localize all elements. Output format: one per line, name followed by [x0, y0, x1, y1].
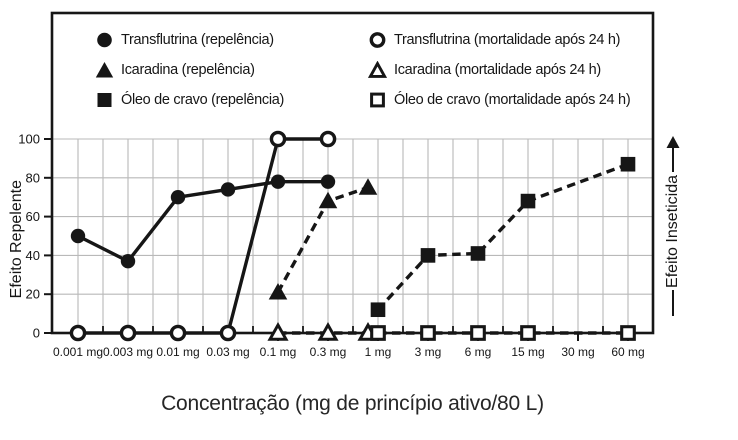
legend-item-label: Icaradina (repelência)	[121, 62, 255, 78]
y-tick-label: 60	[25, 209, 40, 225]
x-tick-label: 0.1 mg	[259, 345, 297, 359]
legend-item-icaradina-mortalidade	[368, 55, 630, 85]
open-square-marker-icon	[368, 91, 387, 109]
legend-item-label: Transflutrina (mortalidade após 24 h)	[394, 32, 621, 48]
x-tick-label: 1 mg	[364, 345, 392, 359]
circle-filled-marker	[121, 254, 135, 268]
legend	[0, 25, 738, 117]
y-tick-label: 0	[32, 325, 40, 341]
y-tick-label: 20	[25, 286, 40, 302]
y-tick-label: 80	[25, 170, 40, 186]
legend-item-label: Óleo de cravo (repelência)	[121, 92, 285, 108]
x-tick-label: 0.3 mg	[309, 345, 347, 359]
legend-item-transflutrina-mortalidade	[368, 25, 630, 55]
square-filled-marker	[521, 194, 536, 209]
x-tick-label: 0.03 mg	[206, 345, 250, 359]
square-open-marker	[622, 327, 635, 340]
x-tick-label: 0.01 mg	[156, 345, 200, 359]
triangle-filled-marker	[359, 178, 378, 195]
square-filled-marker	[621, 157, 636, 172]
open-circle-marker-icon	[368, 31, 387, 49]
y-axis-label-left	[5, 152, 29, 327]
square-open-marker	[472, 327, 485, 340]
circle-filled-marker	[321, 174, 335, 188]
legend-item-label: Transflutrina (repelência)	[121, 32, 274, 48]
up-arrow-icon	[665, 136, 681, 172]
circle-open-marker	[321, 132, 334, 145]
axis-ticks	[18, 132, 644, 360]
x-tick-label: 30 mg	[561, 345, 595, 359]
x-tick-label: 6 mg	[464, 345, 492, 359]
square-filled-marker	[371, 302, 386, 317]
legend-item-oleo-de-cravo-mortalidade	[368, 85, 630, 115]
square-open-marker	[372, 327, 385, 340]
legend-item-label: Óleo de cravo (mortalidade após 24 h)	[394, 92, 631, 108]
circle-filled-marker	[271, 174, 285, 188]
square-open-marker	[422, 327, 435, 340]
x-axis-title: Concentração (mg de princípio ativo/80 L)	[161, 392, 544, 415]
legend-item-oleo-de-cravo-repelencia	[95, 85, 284, 115]
legend-item-icaradina-repelencia	[95, 55, 284, 85]
legend-item-label: Icaradina (mortalidade após 24 h)	[394, 62, 601, 78]
circle-open-marker	[221, 326, 234, 339]
circle-open-marker	[71, 326, 84, 339]
y-axis-label-right-text: Efeito Inseticida	[664, 174, 681, 288]
square-filled-marker	[471, 246, 486, 261]
filled-circle-marker-icon	[95, 31, 114, 49]
circle-filled-marker	[221, 182, 235, 196]
open-triangle-marker-icon	[368, 61, 387, 79]
triangle-filled-marker	[319, 192, 338, 209]
circle-open-marker	[271, 132, 284, 145]
legend-column-mortalidade	[368, 25, 630, 115]
y-tick-label: 40	[25, 247, 40, 263]
gridlines	[52, 139, 653, 333]
y-tick-label: 100	[18, 131, 40, 147]
filled-triangle-marker-icon	[95, 61, 114, 79]
square-filled-marker	[421, 248, 436, 263]
triangle-open-marker	[270, 325, 286, 339]
circle-open-marker	[171, 326, 184, 339]
circle-filled-marker	[171, 190, 185, 204]
legend-item-transflutrina-repelencia	[95, 25, 284, 55]
x-tick-label: 0.003 mg	[102, 345, 154, 359]
series-markers-icaradina-repele-ncia	[269, 178, 378, 299]
y-axis-label-left-text: Efeito Repelente	[8, 180, 25, 299]
square-open-marker	[522, 327, 535, 340]
circle-open-marker	[121, 326, 134, 339]
triangle-filled-marker	[269, 283, 288, 300]
x-tick-label: 15 mg	[511, 345, 545, 359]
x-tick-label: 0.001 mg	[52, 345, 104, 359]
circle-filled-marker	[71, 229, 85, 243]
y-axis-label-right	[657, 126, 689, 326]
triangle-open-marker	[320, 325, 336, 339]
x-tick-label: 60 mg	[611, 345, 645, 359]
x-tick-label: 3 mg	[414, 345, 442, 359]
filled-square-marker-icon	[95, 91, 114, 109]
legend-column-repelencia	[95, 25, 284, 115]
axis-label-stem-line	[672, 290, 674, 316]
